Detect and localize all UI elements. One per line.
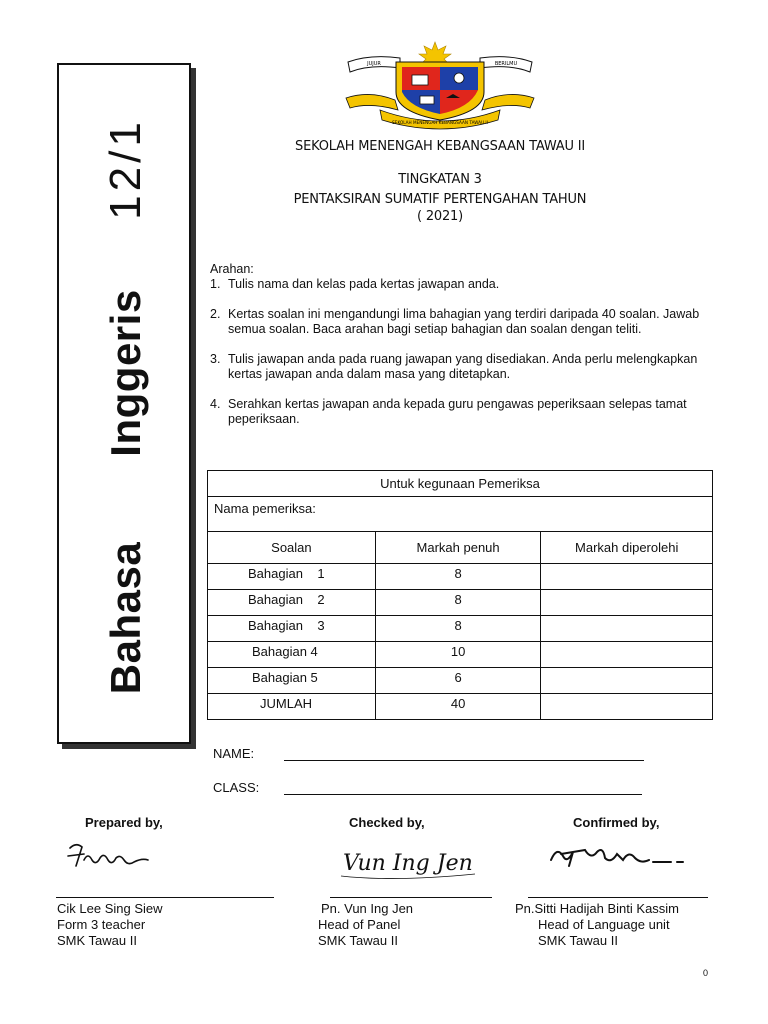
confirmed-by-org: SMK Tawau II (538, 933, 618, 948)
subject-word-inggeris: Inggeris (102, 289, 149, 457)
form-level: TINGKATAN 3 (398, 172, 482, 187)
crest-motto: SEKOLAH MENENGAH KEBANGSAAN TAWAU II (392, 120, 488, 125)
crest-ribbon-right: BERILMU (494, 61, 518, 67)
table-row: Bahagian 3 8 (208, 616, 713, 642)
mark-obtained-cell[interactable] (541, 642, 713, 668)
prepared-by-name: Cik Lee Sing Siew (57, 901, 163, 916)
signature-confirmed (545, 840, 695, 872)
table-row: Bahagian 1 8 (208, 564, 713, 590)
examiner-name-field[interactable]: Nama pemeriksa: (208, 497, 713, 532)
page-number: 0 (703, 968, 709, 978)
table-row: Bahagian 4 10 (208, 642, 713, 668)
instructions-title: Arahan: (210, 262, 254, 276)
checked-by-org: SMK Tawau II (318, 933, 398, 948)
exam-year: ( 2021) (417, 209, 463, 224)
name-input-line[interactable] (284, 760, 644, 761)
table-row-total: JUMLAH 40 (208, 694, 713, 720)
table-row: Bahagian 2 8 (208, 590, 713, 616)
table-title: Untuk kegunaan Pemeriksa (208, 471, 713, 497)
mark-obtained-cell[interactable] (541, 694, 713, 720)
school-name: SEKOLAH MENENGAH KEBANGSAAN TAWAU II (295, 139, 585, 154)
signature-prepared (62, 838, 152, 874)
class-label: CLASS: (213, 780, 260, 795)
examiner-table (207, 470, 713, 720)
signature-line-checked (330, 897, 492, 898)
checked-by-name: Pn. Vun Ing Jen (321, 901, 414, 916)
signature-line-prepared (56, 897, 274, 898)
confirmed-by-details (515, 901, 679, 949)
mark-obtained-cell[interactable] (541, 668, 713, 694)
signature-line-confirmed (528, 897, 708, 898)
prepared-by-details (57, 901, 163, 949)
mark-obtained-cell[interactable] (541, 590, 713, 616)
subject-side-box (57, 63, 191, 744)
instruction-item: 4. Serahkan kertas jawapan anda kepada guru pengawas peperiksaan selepas tamat peperiksaan. (210, 397, 687, 426)
prepared-by-role: Form 3 teacher (57, 917, 146, 932)
instructions-section (210, 262, 730, 442)
checked-by-label: Checked by, (349, 815, 425, 830)
school-crest-logo (340, 40, 540, 130)
crest-ribbon-left: JUJUR (367, 61, 381, 67)
column-header-markah-diperolehi: Markah diperolehi (541, 532, 713, 564)
signature-checked-text: Vun Ing Jen (343, 851, 473, 876)
prepared-by-org: SMK Tawau II (57, 933, 137, 948)
confirmed-by-label: Confirmed by, (573, 815, 660, 830)
column-header-markah-penuh: Markah penuh (375, 532, 541, 564)
table-row: Bahagian 5 6 (208, 668, 713, 694)
confirmed-by-role: Head of Language unit (538, 917, 670, 932)
paper-code: 12/1 (101, 118, 150, 220)
checked-by-role: Head of Panel (318, 917, 401, 932)
confirmed-by-name: Pn.Sitti Hadijah Binti Kassim (515, 901, 680, 916)
column-header-soalan: Soalan (208, 532, 376, 564)
instruction-item: 2. Kertas soalan ini mengandungi lima bahagian yang terdiri daripada 40 soalan. Jawab semua soalan. Baca arahan bagi setiap bahagian dan soalan dengan teliti. (210, 307, 700, 336)
prepared-by-label: Prepared by, (85, 815, 163, 830)
signature-checked (335, 840, 485, 886)
mark-obtained-cell[interactable] (541, 616, 713, 642)
class-input-line[interactable] (284, 794, 642, 795)
checked-by-details (318, 901, 413, 949)
name-label: NAME: (213, 746, 255, 761)
instruction-item: 1. Tulis nama dan kelas pada kertas jawapan anda. (210, 277, 500, 291)
subject-word-bahasa: Bahasa (102, 541, 149, 695)
exam-title: PENTAKSIRAN SUMATIF PERTENGAHAN TAHUN (293, 192, 587, 207)
instruction-item: 3. Tulis jawapan anda pada ruang jawapan yang disediakan. Anda perlu melengkapkan kertas jawapan anda dalam masa yang ditetapkan. (210, 352, 698, 381)
mark-obtained-cell[interactable] (541, 564, 713, 590)
